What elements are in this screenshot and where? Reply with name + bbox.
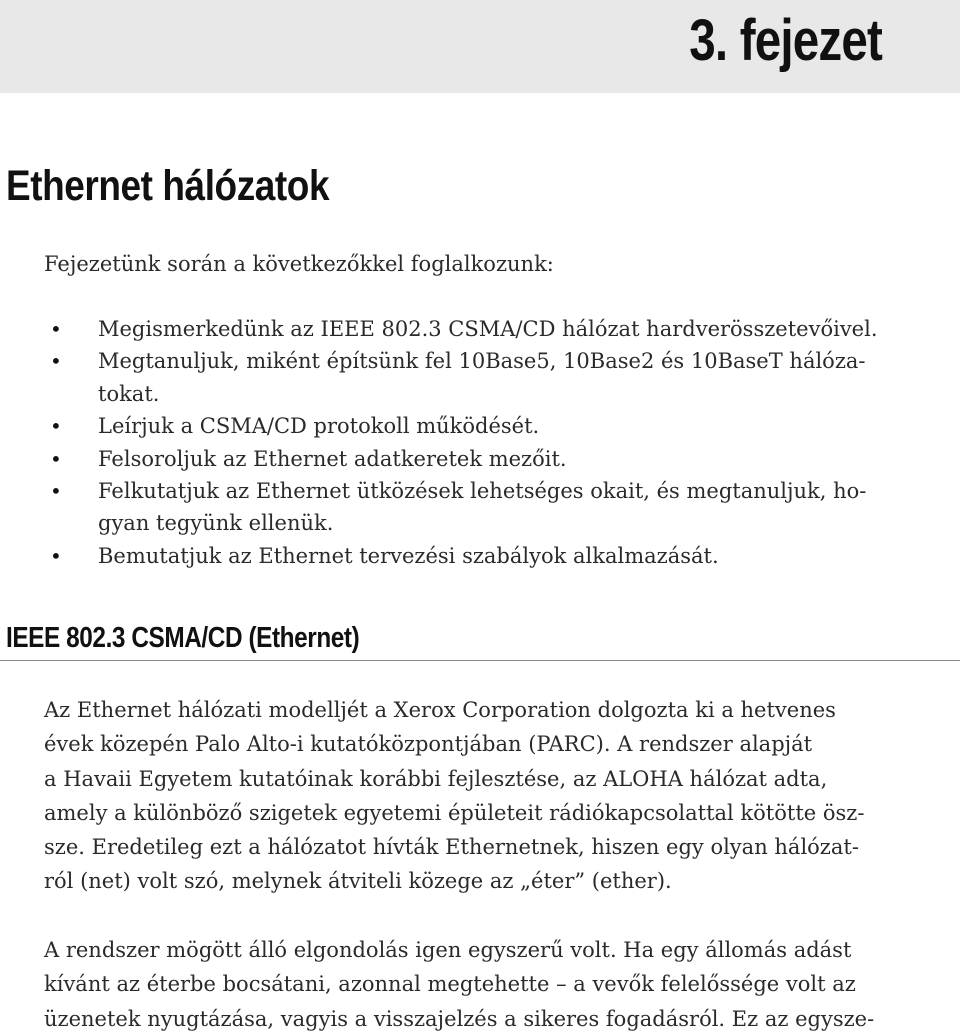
bullet-icon: • — [50, 317, 62, 341]
section-heading: IEEE 802.3 CSMA/CD (Ethernet) — [6, 622, 360, 654]
paragraph-line: évek közepén Palo Alto-i kutatóközpontjában (PARC). A rendszer alapját — [44, 732, 813, 757]
objective-continuation — [0, 507, 960, 539]
objective-item — [0, 443, 960, 475]
objective-text: Megismerkedünk az IEEE 802.3 CSMA/CD hálózat hardverösszetevőivel. — [98, 317, 878, 341]
bullet-icon: • — [50, 349, 62, 374]
paragraph-line: a Havaii Egyetem kutatóinak korábbi fejlesztése, az ALOHA hálózat adta, — [44, 766, 828, 791]
objective-text: gyan tegyünk ellenük. — [98, 511, 334, 536]
objective-text: Felsoroljuk az Ethernet adatkeretek mezőit. — [98, 446, 567, 471]
body-paragraph-1 — [44, 693, 954, 899]
chapter-header-band — [0, 0, 960, 93]
objective-item — [0, 475, 960, 507]
body-paragraph-2 — [44, 933, 954, 1036]
paragraph-line: sze. Eredetileg ezt a hálózatot hívták Ethernetnek, hiszen egy olyan hálózat- — [44, 835, 859, 860]
objective-text: Bemutatjuk az Ethernet tervezési szabályok alkalmazását. — [98, 543, 719, 568]
objective-text: Leírjuk a CSMA/CD protokoll működését. — [98, 414, 540, 439]
chapter-label: 3. fejezet — [689, 8, 882, 73]
objective-text: Megtanuljuk, miként építsünk fel 10Base5, 10Base2 és 10BaseT hálóza- — [98, 349, 866, 374]
paragraph-line: kívánt az éterbe bocsátani, azonnal megtehette – a vevők felelőssége volt az — [44, 972, 856, 997]
objective-item — [0, 410, 960, 442]
paragraph-line: üzenetek nyugtázása, vagyis a visszajelzés a sikeres fogadásról. Ez az egysze- — [44, 1006, 875, 1031]
bullet-icon: • — [50, 414, 62, 439]
objective-text: tokat. — [98, 381, 160, 406]
bullet-icon: • — [50, 479, 62, 504]
intro-text: Fejezetünk során a következőkkel foglalkozunk: — [44, 252, 554, 276]
paragraph-line: amely a különböző szigetek egyetemi épületeit rádiókapcsolattal kötötte ösz- — [44, 800, 865, 825]
paragraph-line: ról (net) volt szó, melynek átviteli közege az „éter” (ether). — [44, 869, 672, 894]
objective-item — [0, 313, 960, 345]
bullet-icon: • — [50, 543, 62, 568]
bullet-icon: • — [50, 446, 62, 471]
chapter-title: Ethernet hálózatok — [6, 162, 330, 210]
objective-item — [0, 345, 960, 377]
objectives-list — [0, 313, 960, 572]
objective-text: Felkutatjuk az Ethernet ütközések lehetséges okait, és megtanuljuk, ho- — [98, 479, 867, 504]
objective-item — [0, 540, 960, 572]
objective-continuation — [0, 378, 960, 410]
paragraph-line: A rendszer mögött álló elgondolás igen egyszerű volt. Ha egy állomás adást — [44, 938, 852, 962]
paragraph-line: Az Ethernet hálózati modelljét a Xerox Corporation dolgozta ki a hetvenes — [44, 698, 836, 722]
section-divider — [0, 660, 960, 661]
